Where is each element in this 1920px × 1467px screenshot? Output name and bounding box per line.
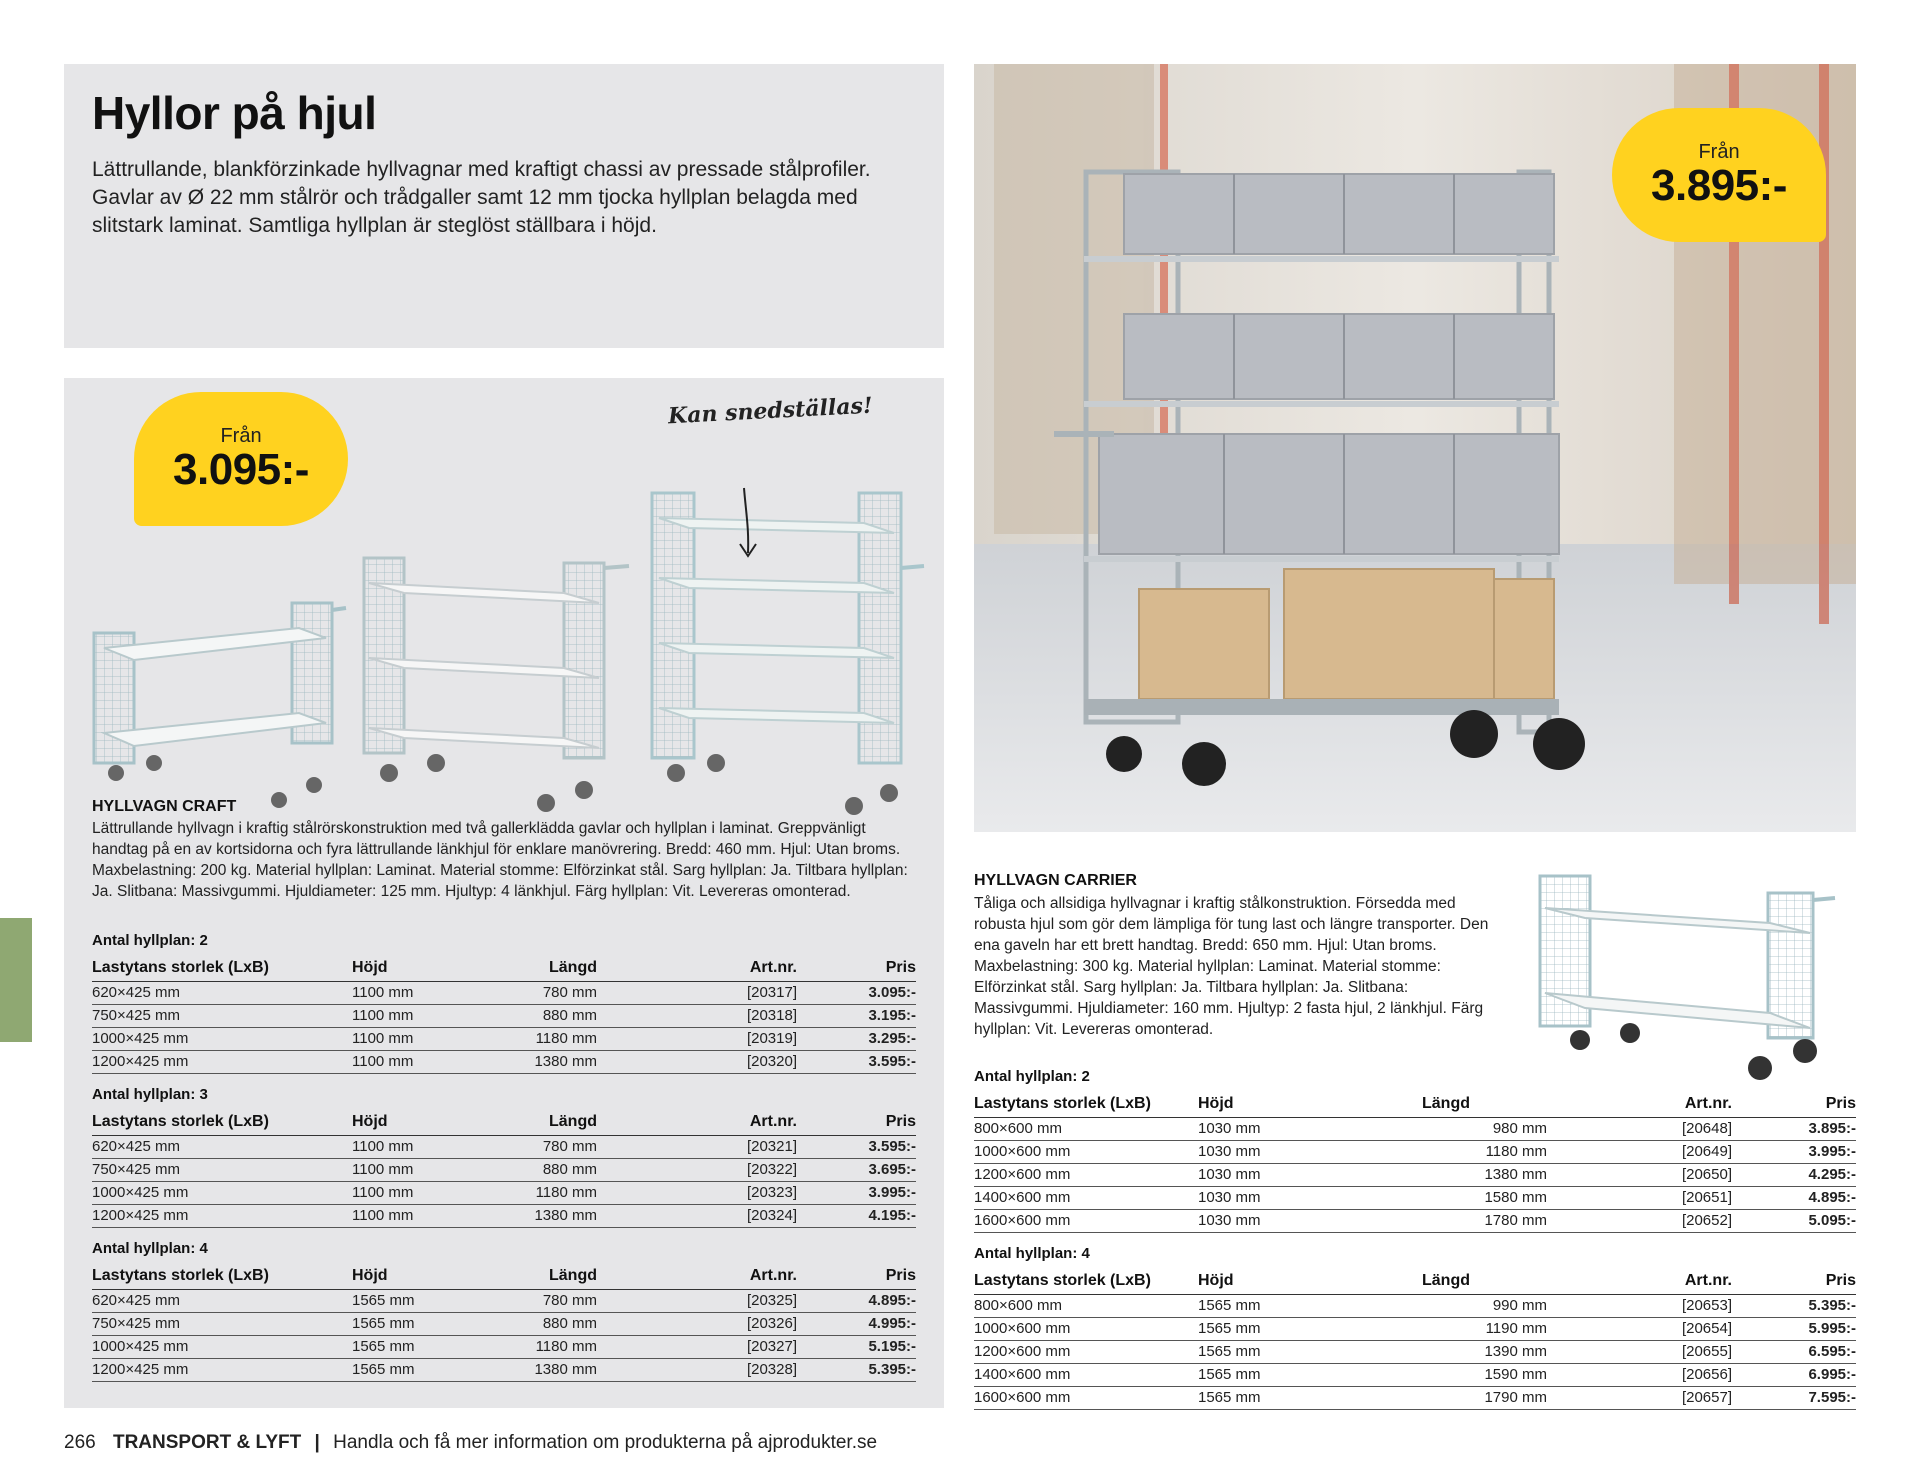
col-length: Längd — [482, 1111, 597, 1135]
cell-height: 1100 mm — [352, 1050, 482, 1073]
cell-artnr: [20657] — [1547, 1386, 1732, 1409]
cell-length: 780 mm — [482, 981, 597, 1004]
col-height: Höjd — [352, 1111, 482, 1135]
cell-artnr: [20655] — [1547, 1340, 1732, 1363]
footer-section: TRANSPORT & LYFT — [112, 1432, 302, 1453]
cell-size: 750×425 mm — [92, 1312, 352, 1335]
carrier-group-2-label: Antal hyllplan: 4 — [974, 1245, 1090, 1262]
cell-length: 1190 mm — [1422, 1317, 1547, 1340]
table-row — [92, 1181, 916, 1204]
craft-description: Lättrullande hyllvagn i kraftig stålrörskonstruktion med två gallerklädda gavlar och hyllplan i laminat. Greppvänligt handtag på en av kortsidorna och fyra lättrullande länkhjul för enklare manövrering. Bredd: 460 mm. Hjul: Utan broms. Maxbelastning: 200 kg. Material hyllplan: Laminat. Material stomme: Elförzinkat stål. Sarg hyllplan: Ja. Tiltbara hyllplan: Ja. Slitbana: Massivgummi. Hjuldiameter: 125 mm. Hjultyp: 4 länkhjul. Färg hyllplan: Vit. Levereras omonterad. — [92, 820, 908, 900]
cell-artnr: [20325] — [597, 1289, 797, 1312]
cell-price: 5.195:- — [797, 1335, 916, 1358]
cell-height: 1030 mm — [1198, 1186, 1422, 1209]
col-price: Pris — [797, 957, 916, 981]
cell-price: 6.995:- — [1732, 1363, 1856, 1386]
table-row — [974, 1363, 1856, 1386]
table-row — [92, 1158, 916, 1181]
cell-artnr: [20320] — [597, 1050, 797, 1073]
cell-artnr: [20648] — [1547, 1117, 1732, 1140]
craft-table-3-shelves — [92, 1111, 916, 1228]
cell-artnr: [20650] — [1547, 1163, 1732, 1186]
cell-price: 4.895:- — [1732, 1186, 1856, 1209]
table-header-row — [92, 1265, 916, 1289]
cell-price: 4.295:- — [1732, 1163, 1856, 1186]
cell-height: 1565 mm — [352, 1289, 482, 1312]
cell-height: 1030 mm — [1198, 1209, 1422, 1232]
table-row — [974, 1186, 1856, 1209]
craft-price-badge — [134, 392, 348, 526]
cell-price: 3.295:- — [797, 1027, 916, 1050]
cell-height: 1030 mm — [1198, 1117, 1422, 1140]
craft-badge-from: Från — [220, 425, 262, 447]
cell-artnr: [20326] — [597, 1312, 797, 1335]
cell-size: 1200×425 mm — [92, 1204, 352, 1227]
cell-length: 1380 mm — [482, 1358, 597, 1381]
table-row — [974, 1340, 1856, 1363]
intro-text: Lättrullande, blankförzinkade hyllvagnar med kraftigt chassi av pressade stålprofiler. Gavlar av Ø 22 mm stålrör och trådgaller samt 12 mm tjocka hyllplan belagda med slitstark laminat. Samtliga hyllplan är steglöst ställbara i höjd. — [92, 158, 871, 237]
table-row — [92, 1004, 916, 1027]
cell-height: 1565 mm — [352, 1312, 482, 1335]
cell-price: 5.395:- — [1732, 1294, 1856, 1317]
table-row — [92, 1027, 916, 1050]
cell-size: 800×600 mm — [974, 1117, 1198, 1140]
cell-artnr: [20319] — [597, 1027, 797, 1050]
cell-length: 880 mm — [482, 1158, 597, 1181]
carrier-title: HYLLVAGN CARRIER — [974, 872, 1137, 889]
col-artnr: Art.nr. — [597, 1265, 797, 1289]
cell-height: 1565 mm — [1198, 1386, 1422, 1409]
cell-height: 1565 mm — [1198, 1340, 1422, 1363]
col-price: Pris — [797, 1265, 916, 1289]
table-header-row — [92, 1111, 916, 1135]
cell-price: 3.995:- — [1732, 1140, 1856, 1163]
cell-height: 1100 mm — [352, 1158, 482, 1181]
cell-length: 1790 mm — [1422, 1386, 1547, 1409]
cell-price: 3.095:- — [797, 981, 916, 1004]
col-artnr: Art.nr. — [1547, 1270, 1732, 1294]
table-row — [92, 981, 916, 1004]
cell-length: 880 mm — [482, 1312, 597, 1335]
cell-size: 750×425 mm — [92, 1004, 352, 1027]
cell-length: 1380 mm — [482, 1050, 597, 1073]
cell-size: 1400×600 mm — [974, 1186, 1198, 1209]
col-length: Längd — [482, 1265, 597, 1289]
col-price: Pris — [797, 1111, 916, 1135]
craft-table-4-shelves — [92, 1265, 916, 1382]
cell-length: 1180 mm — [482, 1181, 597, 1204]
tilt-note: Kan snedställas! — [667, 392, 874, 430]
cell-length: 1180 mm — [482, 1335, 597, 1358]
footer-separator: | — [314, 1432, 320, 1453]
cell-length: 980 mm — [1422, 1117, 1547, 1140]
section-color-tab — [0, 918, 32, 1042]
cell-size: 1200×600 mm — [974, 1340, 1198, 1363]
cell-artnr: [20323] — [597, 1181, 797, 1204]
footer-link-text[interactable]: Handla och få mer information om produkterna på ajprodukter.se — [333, 1432, 878, 1453]
craft-trolley-4-shelves — [652, 493, 924, 815]
cell-height: 1100 mm — [352, 1204, 482, 1227]
cell-size: 1000×600 mm — [974, 1317, 1198, 1340]
cell-price: 6.595:- — [1732, 1340, 1856, 1363]
cell-size: 1600×600 mm — [974, 1386, 1198, 1409]
cell-artnr: [20317] — [597, 981, 797, 1004]
col-length: Längd — [1422, 1093, 1547, 1117]
table-row — [974, 1317, 1856, 1340]
cell-height: 1565 mm — [352, 1358, 482, 1381]
cell-size: 620×425 mm — [92, 981, 352, 1004]
craft-table-2-shelves — [92, 957, 916, 1074]
cell-artnr: [20324] — [597, 1204, 797, 1227]
table-row — [974, 1294, 1856, 1317]
craft-group-3-label: Antal hyllplan: 4 — [92, 1240, 208, 1257]
craft-group-2-label: Antal hyllplan: 3 — [92, 1086, 208, 1103]
col-price: Pris — [1732, 1270, 1856, 1294]
cell-height: 1100 mm — [352, 1004, 482, 1027]
cell-price: 3.895:- — [1732, 1117, 1856, 1140]
col-height: Höjd — [1198, 1270, 1422, 1294]
col-artnr: Art.nr. — [597, 957, 797, 981]
table-row — [92, 1289, 916, 1312]
cell-price: 3.995:- — [797, 1181, 916, 1204]
cell-length: 780 mm — [482, 1289, 597, 1312]
cell-height: 1100 mm — [352, 981, 482, 1004]
cell-height: 1100 mm — [352, 1181, 482, 1204]
cell-price: 4.895:- — [797, 1289, 916, 1312]
cell-length: 1580 mm — [1422, 1186, 1547, 1209]
cell-artnr: [20649] — [1547, 1140, 1732, 1163]
cell-length: 1380 mm — [1422, 1163, 1547, 1186]
col-artnr: Art.nr. — [1547, 1093, 1732, 1117]
cell-size: 1200×600 mm — [974, 1163, 1198, 1186]
cell-length: 1390 mm — [1422, 1340, 1547, 1363]
table-row — [92, 1358, 916, 1381]
cell-artnr: [20322] — [597, 1158, 797, 1181]
cell-height: 1100 mm — [352, 1027, 482, 1050]
table-row — [974, 1140, 1856, 1163]
table-row — [92, 1335, 916, 1358]
cell-price: 7.595:- — [1732, 1386, 1856, 1409]
cell-price: 3.595:- — [797, 1135, 916, 1158]
carrier-price-badge — [1612, 108, 1826, 242]
cell-artnr: [20651] — [1547, 1186, 1732, 1209]
craft-badge-price: 3.095:- — [173, 445, 309, 494]
cell-price: 5.995:- — [1732, 1317, 1856, 1340]
col-price: Pris — [1732, 1093, 1856, 1117]
carrier-table-4-shelves — [974, 1270, 1856, 1410]
table-header-row — [92, 957, 916, 981]
page-footer — [64, 1432, 877, 1454]
cell-price: 3.195:- — [797, 1004, 916, 1027]
cell-length: 1380 mm — [482, 1204, 597, 1227]
cell-size: 1000×425 mm — [92, 1027, 352, 1050]
table-header-row — [974, 1093, 1856, 1117]
col-size: Lastytans storlek (LxB) — [974, 1270, 1198, 1294]
cell-size: 1600×600 mm — [974, 1209, 1198, 1232]
cell-size: 1000×425 mm — [92, 1181, 352, 1204]
table-row — [92, 1135, 916, 1158]
cell-artnr: [20328] — [597, 1358, 797, 1381]
col-length: Längd — [482, 957, 597, 981]
cell-height: 1565 mm — [1198, 1317, 1422, 1340]
cell-height: 1565 mm — [352, 1335, 482, 1358]
carrier-description: Tåliga och allsidiga hyllvagnar i kraftig stålkonstruktion. Försedda med robusta hjul som gör dem lämpliga för tung last och längre transporter. Den ena gaveln har ett brett handtag. Bredd: 650 mm. Hjul: Utan broms. Maxbelastning: 300 kg. Material hyllplan: Laminat. Material stomme: Elförzinkat stål. Sarg hyllplan: Ja. Tiltbara hyllplan: Ja. Slitbana: Massivgummi. Hjuldiameter: 160 mm. Hjultyp: 2 fasta hjul, 2 länkhjul. Färg hyllplan: Vit. Levereras omonterad. — [974, 895, 1489, 1038]
cell-size: 1200×425 mm — [92, 1050, 352, 1073]
table-row — [92, 1050, 916, 1073]
table-row — [92, 1312, 916, 1335]
col-height: Höjd — [352, 957, 482, 981]
col-size: Lastytans storlek (LxB) — [974, 1093, 1198, 1117]
page-number: 266 — [64, 1432, 96, 1453]
col-artnr: Art.nr. — [597, 1111, 797, 1135]
carrier-group-1-label: Antal hyllplan: 2 — [974, 1068, 1090, 1085]
table-row — [974, 1163, 1856, 1186]
carrier-badge-price: 3.895:- — [1651, 161, 1787, 210]
col-size: Lastytans storlek (LxB) — [92, 957, 352, 981]
carrier-table-2-shelves — [974, 1093, 1856, 1233]
cell-size: 750×425 mm — [92, 1158, 352, 1181]
cell-size: 1200×425 mm — [92, 1358, 352, 1381]
col-length: Längd — [1422, 1270, 1547, 1294]
table-row — [974, 1117, 1856, 1140]
cell-artnr: [20653] — [1547, 1294, 1732, 1317]
cell-artnr: [20318] — [597, 1004, 797, 1027]
cell-size: 620×425 mm — [92, 1135, 352, 1158]
cell-height: 1100 mm — [352, 1135, 482, 1158]
cell-length: 1590 mm — [1422, 1363, 1547, 1386]
cell-artnr: [20654] — [1547, 1317, 1732, 1340]
craft-group-1-label: Antal hyllplan: 2 — [92, 932, 208, 949]
page-title: Hyllor på hjul — [92, 87, 377, 139]
cell-price: 3.695:- — [797, 1158, 916, 1181]
cell-size: 1400×600 mm — [974, 1363, 1198, 1386]
cell-size: 620×425 mm — [92, 1289, 352, 1312]
table-row — [92, 1204, 916, 1227]
col-height: Höjd — [1198, 1093, 1422, 1117]
cell-height: 1030 mm — [1198, 1140, 1422, 1163]
cell-length: 1180 mm — [482, 1027, 597, 1050]
col-size: Lastytans storlek (LxB) — [92, 1111, 352, 1135]
cell-size: 1000×600 mm — [974, 1140, 1198, 1163]
cell-price: 5.095:- — [1732, 1209, 1856, 1232]
cell-height: 1565 mm — [1198, 1294, 1422, 1317]
carrier-badge-from: Från — [1698, 141, 1740, 163]
table-row — [974, 1386, 1856, 1409]
cell-length: 1780 mm — [1422, 1209, 1547, 1232]
craft-trolley-2-shelves — [94, 603, 346, 808]
cell-length: 880 mm — [482, 1004, 597, 1027]
table-row — [974, 1209, 1856, 1232]
table-header-row — [974, 1270, 1856, 1294]
cell-length: 990 mm — [1422, 1294, 1547, 1317]
cell-height: 1030 mm — [1198, 1163, 1422, 1186]
cell-price: 4.995:- — [797, 1312, 916, 1335]
cell-artnr: [20321] — [597, 1135, 797, 1158]
cell-price: 5.395:- — [797, 1358, 916, 1381]
col-height: Höjd — [352, 1265, 482, 1289]
cell-artnr: [20656] — [1547, 1363, 1732, 1386]
cell-artnr: [20652] — [1547, 1209, 1732, 1232]
cell-length: 1180 mm — [1422, 1140, 1547, 1163]
craft-title: HYLLVAGN CRAFT — [92, 798, 237, 815]
cell-price: 3.595:- — [797, 1050, 916, 1073]
cell-artnr: [20327] — [597, 1335, 797, 1358]
col-size: Lastytans storlek (LxB) — [92, 1265, 352, 1289]
cell-size: 800×600 mm — [974, 1294, 1198, 1317]
cell-height: 1565 mm — [1198, 1363, 1422, 1386]
craft-trolley-3-shelves — [364, 558, 629, 812]
cell-size: 1000×425 mm — [92, 1335, 352, 1358]
carrier-trolley-image — [1530, 868, 1850, 1098]
cell-length: 780 mm — [482, 1135, 597, 1158]
cell-price: 4.195:- — [797, 1204, 916, 1227]
